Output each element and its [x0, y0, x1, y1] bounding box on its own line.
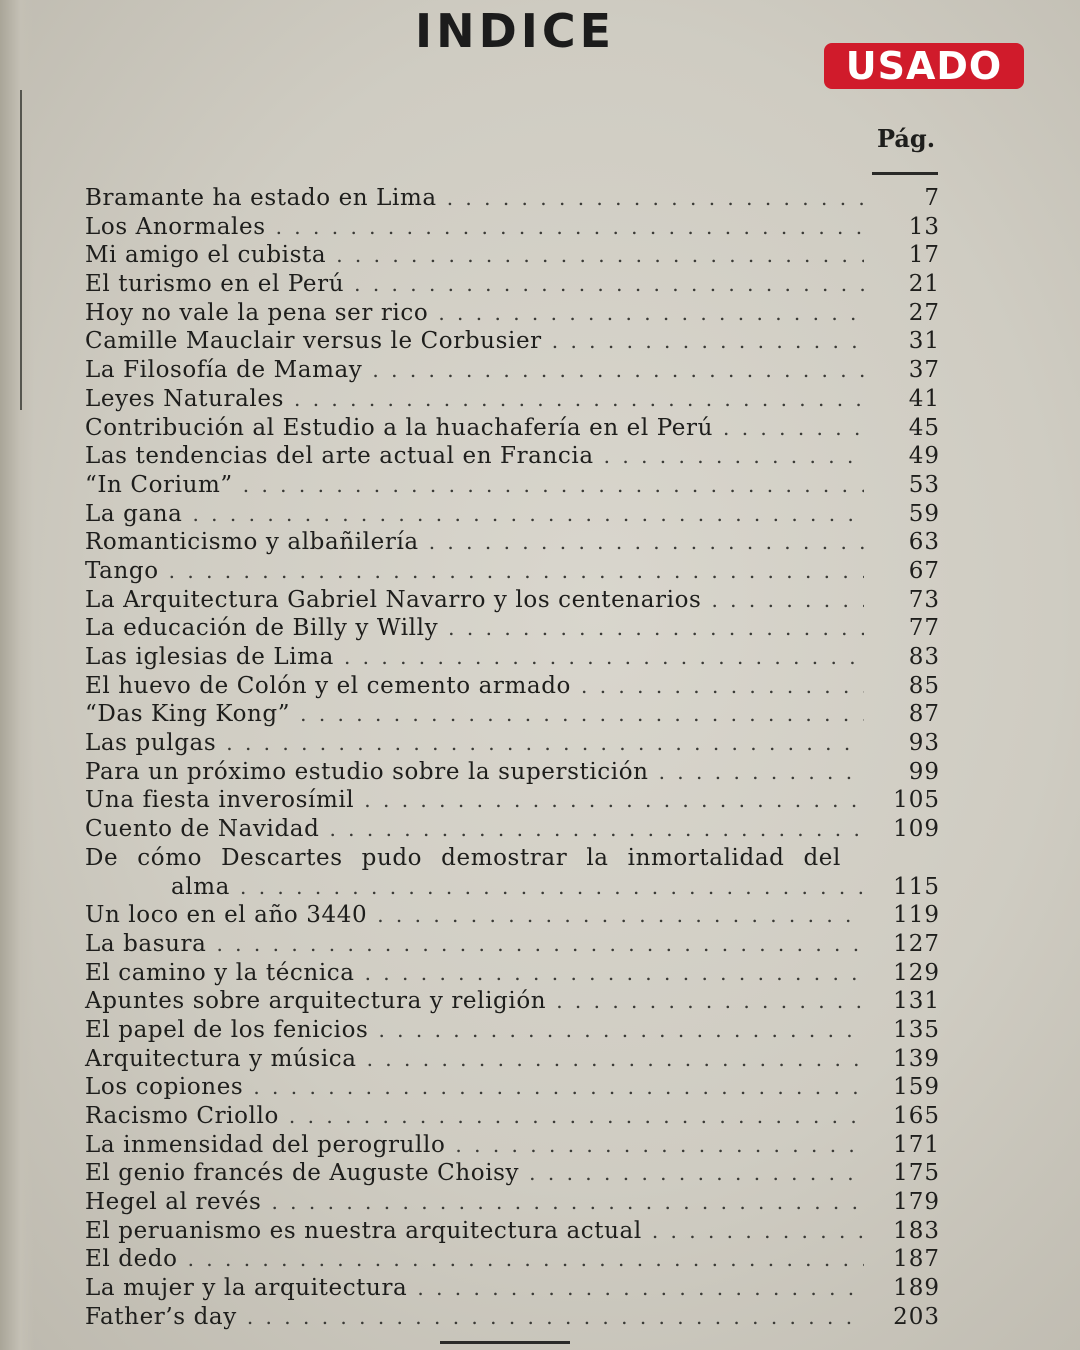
- toc-entry-continuation: [85, 874, 940, 903]
- toc-entry-page: 119: [893, 902, 940, 929]
- toc-entry: [85, 587, 940, 616]
- toc-entry: [85, 443, 940, 472]
- toc-entry: [85, 242, 940, 271]
- toc-entry-title: El genio francés de Auguste Choisy: [85, 1160, 520, 1187]
- dot-leader: [556, 989, 864, 1013]
- dot-leader: [372, 358, 864, 382]
- toc-entry-page: 67: [908, 557, 940, 584]
- dot-leader: [344, 645, 864, 669]
- toc-entry: [85, 730, 940, 759]
- toc-entry-title: Leyes Naturales: [85, 385, 284, 412]
- dot-leader: [377, 903, 864, 927]
- toc-entry-title-word: demostrar: [441, 844, 568, 871]
- dot-leader: [552, 329, 864, 353]
- toc-entry-page: 139: [893, 1045, 940, 1072]
- dot-leader: [300, 702, 864, 726]
- toc-entry-title: El papel de los fenicios: [85, 1016, 369, 1043]
- toc-entry-page: 41: [908, 385, 940, 412]
- toc-entry-page: 21: [908, 271, 940, 298]
- dot-leader: [216, 932, 864, 956]
- toc-entry-page: 179: [893, 1189, 940, 1216]
- dot-leader: [336, 243, 864, 267]
- toc-entry-title: Cuento de Navidad: [85, 816, 320, 843]
- toc-entry-page: 53: [908, 471, 940, 498]
- dot-leader: [367, 1047, 864, 1071]
- toc-entry-title: El camino y la técnica: [85, 959, 355, 986]
- toc-entry-title: La inmensidad del perogrullo: [85, 1131, 446, 1158]
- dot-leader: [447, 186, 864, 210]
- toc-entry: [85, 1074, 940, 1103]
- dot-leader: [289, 1104, 864, 1128]
- toc-entry-title: La Arquitectura Gabriel Navarro y los centenarios: [85, 586, 702, 613]
- toc-entry-page: 45: [908, 414, 940, 441]
- toc-entry-title: El turismo en el Perú: [85, 271, 345, 298]
- toc-entry: [85, 1017, 940, 1046]
- toc-entry-title: Arquitectura y música: [85, 1045, 357, 1072]
- dot-leader: [581, 674, 864, 698]
- toc-entry-title: “Das King Kong”: [85, 701, 291, 728]
- toc-entry: [85, 845, 940, 874]
- dot-leader: [169, 559, 864, 583]
- toc-entry-title: Un loco en el año 3440: [85, 902, 368, 929]
- dot-leader: [364, 788, 864, 812]
- toc-entry: [85, 1189, 940, 1218]
- toc-entry: [85, 501, 940, 530]
- toc-entry: [85, 902, 940, 931]
- toc-entry-title: “In Corium”: [85, 471, 233, 498]
- used-badge: USADO: [824, 43, 1024, 89]
- toc-entry-page: 175: [893, 1160, 940, 1187]
- book-spine-shadow: [0, 0, 34, 1350]
- dot-leader: [723, 416, 864, 440]
- toc-entry: [85, 328, 940, 357]
- toc-entry-page: 17: [908, 242, 940, 269]
- toc-entry-page: 105: [893, 787, 940, 814]
- toc-entry-title: alma: [171, 873, 230, 900]
- toc-entry: [85, 472, 940, 501]
- toc-entry-title: Las pulgas: [85, 730, 217, 757]
- toc-entry-title: El peruanismo es nuestra arquitectura actual: [85, 1217, 642, 1244]
- toc-entry: [85, 1132, 940, 1161]
- toc-entry: [85, 644, 940, 673]
- dot-leader: [429, 530, 864, 554]
- toc-entry-page: 93: [908, 730, 940, 757]
- toc-entry: [85, 214, 940, 243]
- toc-entry-page: 165: [893, 1103, 940, 1129]
- header-rule: [872, 172, 938, 175]
- toc-entry: [85, 960, 940, 989]
- toc-entry: [85, 787, 940, 816]
- toc-entry-page: 83: [908, 644, 940, 670]
- dot-leader: [417, 1276, 864, 1300]
- toc-entry-title: Para un próximo estudio sobre la superstición: [85, 758, 649, 785]
- toc-entry-title: Hegel al revés: [85, 1189, 262, 1216]
- toc-entry: [85, 1046, 940, 1075]
- table-of-contents: [85, 185, 940, 1333]
- toc-entry-title: Los copiones: [85, 1074, 244, 1101]
- toc-entry-title: El dedo: [85, 1246, 178, 1273]
- dot-leader: [604, 444, 864, 468]
- toc-entry: [85, 615, 940, 644]
- toc-entry-title: La educación de Billy y Willy: [85, 615, 439, 642]
- toc-entry-title: Bramante ha estado en Lima: [85, 185, 437, 211]
- toc-entry-page: 135: [893, 1016, 940, 1043]
- toc-entry-page: 203: [893, 1303, 940, 1330]
- toc-entry-title-word: inmortalidad: [627, 844, 785, 871]
- toc-entry-title: Las iglesias de Lima: [85, 644, 334, 670]
- page-column-header: Pág.: [876, 124, 936, 153]
- toc-entry-page: 159: [893, 1074, 940, 1101]
- toc-entry: [85, 1246, 940, 1275]
- toc-entry-title: Romanticismo y albañilería: [85, 529, 419, 556]
- toc-entry: [85, 759, 940, 788]
- toc-entry-page: 27: [908, 299, 940, 326]
- toc-entry-title-word: De: [85, 844, 119, 871]
- toc-entry: [85, 988, 940, 1017]
- toc-entry-title: La gana: [85, 500, 183, 527]
- toc-entry: [85, 558, 940, 587]
- toc-entry-title: La mujer y la arquitectura: [85, 1275, 408, 1302]
- dot-leader: [253, 1075, 864, 1099]
- toc-entry: [85, 1103, 940, 1132]
- toc-entry: [85, 701, 940, 730]
- dot-leader: [226, 731, 864, 755]
- toc-entry-title: La Filosofía de Mamay: [85, 357, 363, 384]
- toc-entry-page: 187: [893, 1246, 940, 1273]
- dot-leader: [271, 1190, 864, 1214]
- toc-entry-title: Mi amigo el cubista: [85, 242, 327, 269]
- toc-entry-title: Una fiesta inverosímil: [85, 787, 355, 814]
- spine-crease: [20, 90, 22, 410]
- toc-entry-title: Racismo Criollo: [85, 1103, 279, 1129]
- toc-entry-page: 59: [908, 500, 940, 527]
- toc-entry-title-word: del: [803, 844, 841, 871]
- toc-entry: [85, 1275, 940, 1304]
- toc-entry-title: Tango: [85, 557, 159, 584]
- toc-entry-page: 99: [908, 758, 940, 785]
- dot-leader: [240, 875, 864, 899]
- toc-entry-title: Contribución al Estudio a la huachafería en el Perú: [85, 414, 713, 441]
- toc-entry-page: 131: [893, 988, 940, 1015]
- toc-entry-page: 189: [893, 1275, 940, 1302]
- toc-entry: [85, 931, 940, 960]
- dot-leader: [247, 1305, 864, 1329]
- toc-entry-page: 109: [893, 816, 940, 843]
- toc-entry: [85, 386, 940, 415]
- toc-entry-title: El huevo de Colón y el cemento armado: [85, 672, 571, 699]
- bottom-rule: [440, 1341, 570, 1344]
- toc-entry-title: La basura: [85, 930, 207, 957]
- dot-leader: [365, 961, 864, 985]
- dot-leader: [529, 1161, 864, 1185]
- dot-leader: [243, 473, 864, 497]
- toc-entry: [85, 529, 940, 558]
- toc-entry: [85, 300, 940, 329]
- dot-leader: [276, 215, 864, 239]
- toc-entry: [85, 415, 940, 444]
- dot-leader: [455, 1133, 864, 1157]
- toc-entry: [85, 673, 940, 702]
- dot-leader: [329, 817, 864, 841]
- dot-leader: [711, 588, 864, 612]
- toc-entry-page: 31: [908, 328, 940, 355]
- dot-leader: [659, 760, 864, 784]
- toc-entry: [85, 1160, 940, 1189]
- dot-leader: [294, 387, 864, 411]
- toc-entry-title: Los Anormales: [85, 213, 266, 240]
- dot-leader: [192, 502, 864, 526]
- toc-entry: [85, 816, 940, 845]
- toc-entry-page: 7: [924, 185, 940, 211]
- dot-leader: [438, 301, 864, 325]
- toc-entry-title-word: la: [586, 844, 609, 871]
- toc-entry-page: 37: [908, 357, 940, 384]
- toc-entry-title-word: pudo: [361, 844, 423, 871]
- toc-entry-page: 129: [893, 959, 940, 986]
- toc-entry-title: Camille Mauclair versus le Corbusier: [85, 328, 542, 355]
- toc-entry-title: Las tendencias del arte actual en Francia: [85, 443, 594, 470]
- toc-entry-page: 115: [893, 873, 940, 900]
- toc-entry-page: 127: [893, 930, 940, 957]
- toc-entry-page: 171: [893, 1131, 940, 1158]
- page-title: INDICE: [414, 4, 616, 58]
- toc-entry-title-word: Descartes: [221, 844, 343, 871]
- toc-entry-page: 77: [908, 615, 940, 642]
- dot-leader: [188, 1247, 864, 1271]
- toc-entry-title: Hoy no vale la pena ser rico: [85, 299, 429, 326]
- dot-leader: [354, 272, 864, 296]
- toc-entry-page: 63: [908, 529, 940, 556]
- toc-entry-title-word: cómo: [137, 844, 203, 871]
- dot-leader: [652, 1219, 864, 1243]
- toc-entry: [85, 357, 940, 386]
- dot-leader: [448, 616, 864, 640]
- toc-entry: [85, 1304, 940, 1333]
- toc-entry-page: 183: [893, 1217, 940, 1244]
- toc-entry-page: 49: [908, 443, 940, 470]
- toc-entry-page: 87: [908, 701, 940, 728]
- toc-entry-title: Apuntes sobre arquitectura y religión: [85, 988, 547, 1015]
- toc-entry-page: 13: [908, 213, 940, 240]
- toc-entry: [85, 1218, 940, 1247]
- toc-entry: [85, 271, 940, 300]
- toc-entry-page: 85: [908, 672, 940, 699]
- toc-entry-page: 73: [908, 586, 940, 613]
- toc-entry: [85, 185, 940, 214]
- dot-leader: [378, 1018, 864, 1042]
- toc-entry-title: Father’s day: [85, 1303, 237, 1330]
